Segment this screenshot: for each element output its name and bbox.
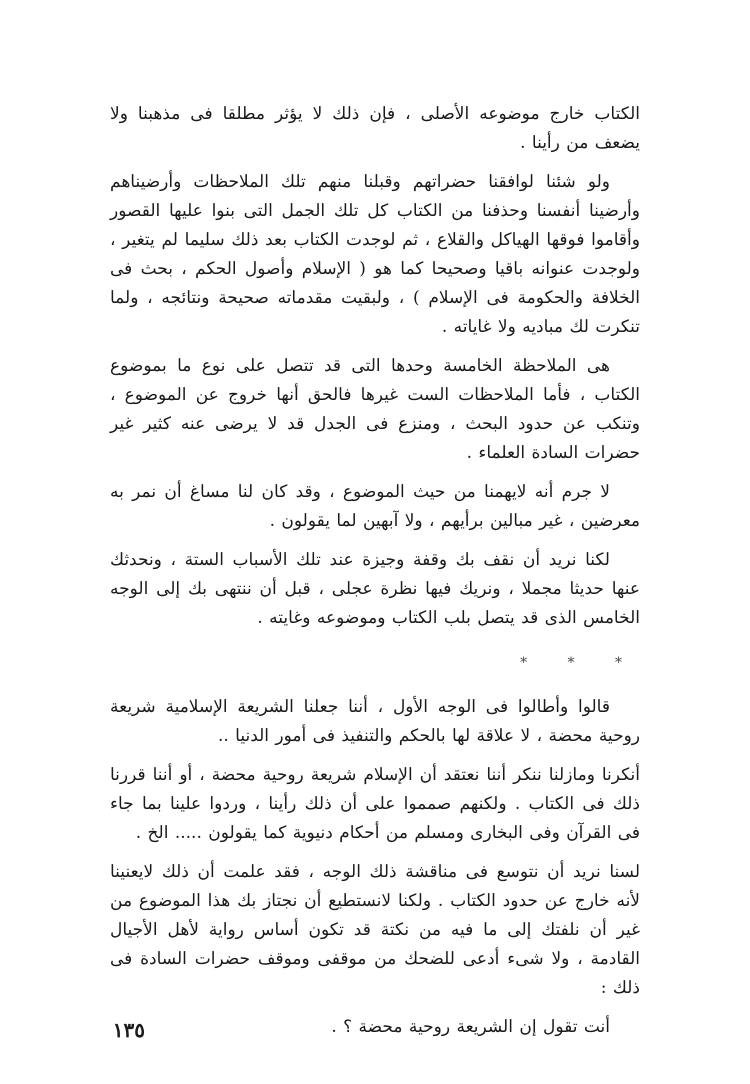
page-body [110,100,640,1042]
paragraph-4: لا جرم أنه لايهمنا من حيث الموضوع ، وقد كان لنا مساغ أن نمر به معرضين ، غير مبالين برأيهم ، ولا آبهين لما يقولون . [110,482,640,531]
paragraph-6: قالوا وأطالوا فى الوجه الأول ، أننا جعلنا الشريعة الإسلامية شريعة روحية محضة ، لا علاقة لها بالحكم والتنفيذ فى أمور الدنيا .. [110,697,640,746]
paragraph-2: ولو شئنا لوافقنا حضراتهم وقبلنا منهم تلك الملاحظات وأرضيناهم وأرضينا أنفسنا وحذفنا من الكتاب كل تلك الجمل التى بنوا عليها القصور وأقاموا فوقها الهياكل والقلاع ، ثم لوجدت الكتاب بعد ذلك سليما لم يتغير ، ولوجدت عنوانه باقيا وصحيحا كما هو ( الإسلام وأصول الحكم ، بحث فى الخلافة والحكومة فى الإسلام ) ، ولبقيت مقدماته صحيحة ونتائجه ، ولما تنكرت لك مباديه ولا غاياته . [110,172,640,337]
section-separator: * * * [520,655,640,671]
paragraph-9: أنت تقول إن الشريعة روحية محضة ؟ . [331,1017,610,1037]
paragraph-7: أنكرنا ومازلنا ننكر أننا نعتقد أن الإسلام شريعة روحية محضة ، أو أننا قررنا ذلك فى الكتاب . ولكنهم صمموا على أن ذلك رأينا ، وردوا علينا بما جاء فى القرآن وفى البخارى ومسلم من أحكام دنيوية كما يقولون ..... الخ . [110,765,640,843]
page-number: ١٣٥ [112,1018,145,1042]
paragraph-3: هى الملاحظة الخامسة وحدها التى قد تتصل على نوع ما بموضوع الكتاب ، فأما الملاحظات الست غيرها فالحق أنها خروج عن الموضوع ، وتنكب عن حدود البحث ، ومنزع فى الجدل قد لا يرضى عنه كثير غير حضرات السادة العلماء . [110,356,640,463]
paragraph-5: لكنا نريد أن نقف بك وقفة وجيزة عند تلك الأسباب الستة ، ونحدثك عنها حديثا مجملا ، ونريك فيها نظرة عجلى ، قبل أن ننتهى بك إلى الوجه الخامس الذى قد يتصل بلب الكتاب وموضوعه وغايته . [110,550,640,628]
paragraph-8: لسنا نريد أن نتوسع فى مناقشة ذلك الوجه ، فقد علمت أن ذلك لايعنينا لأنه خارج عن حدود الكتاب . ولكنا لانستطيع أن نجتاز بك هذا الموضوع من غير أن نلفتك إلى ما فيه من نكتة قد تكون أساس رواية لأهل الأجيال القادمة ، ولا شىء أدعى للضحك من موقفى وموقف حضرات السادة فى ذلك : [110,862,640,998]
paragraph-1: الكتاب خارج موضوعه الأصلى ، فإن ذلك لا يؤثر مطلقا فى مذهبنا ولا يضعف من رأينا . [110,104,640,153]
